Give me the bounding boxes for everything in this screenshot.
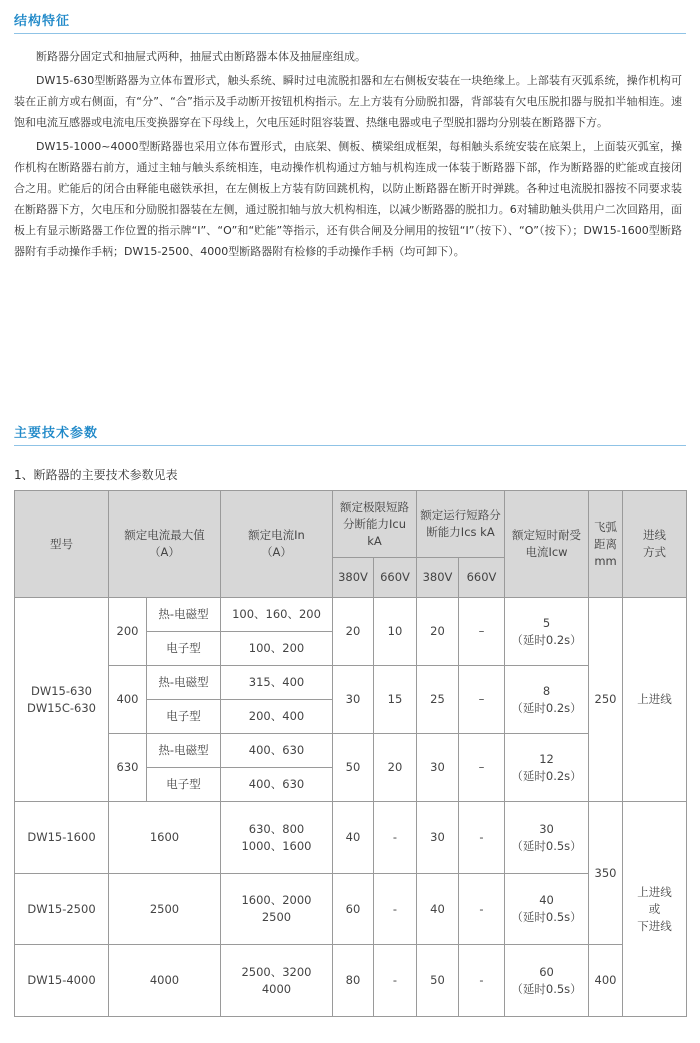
- table-row: [15, 802, 687, 874]
- cell-rated: 100、160、200: [221, 598, 333, 632]
- cell-icw: 5 （延时0.2s）: [505, 598, 589, 666]
- cell-ics660: -: [459, 802, 505, 874]
- cell-icw: 40 （延时0.5s）: [505, 874, 589, 945]
- cell-icu660: 15: [374, 666, 417, 734]
- header-ics: 额定运行短路分断能力Ics kA: [417, 491, 505, 558]
- cell-rated: 1600、2000 2500: [221, 874, 333, 945]
- cell-max: 4000: [109, 945, 221, 1017]
- header-icw: 额定短时耐受电流Icw: [505, 491, 589, 598]
- cell-rated: 200、400: [221, 700, 333, 734]
- cell-rated: 400、630: [221, 734, 333, 768]
- spec-table: [14, 490, 687, 1017]
- structure-description: [14, 46, 682, 262]
- cell-type: 热-电磁型: [147, 666, 221, 700]
- cell-ics660: -: [459, 874, 505, 945]
- paragraph-1: 断路器分固定式和抽屉式两种，抽屉式由断路器本体及抽屉座组成。: [36, 50, 366, 63]
- header-ics-660v: 660V: [459, 558, 505, 598]
- cell-type: 电子型: [147, 632, 221, 666]
- cell-ics660: –: [459, 666, 505, 734]
- cell-rated: 630、800 1000、1600: [221, 802, 333, 874]
- cell-ics660: –: [459, 598, 505, 666]
- table-row: [15, 666, 687, 700]
- cell-ics380: 25: [417, 666, 459, 734]
- cell-model: DW15-4000: [15, 945, 109, 1017]
- cell-arc-large: 350: [589, 802, 623, 945]
- section-divider: [14, 33, 686, 34]
- cell-max: 630: [109, 734, 147, 802]
- table-caption: 1、断路器的主要技术参数见表: [14, 468, 178, 482]
- cell-icu380: 80: [333, 945, 374, 1017]
- section-title-structure: 结构特征: [14, 14, 71, 29]
- header-arc-distance: 飞弧 距离 mm: [589, 491, 623, 598]
- cell-rated: 315、400: [221, 666, 333, 700]
- cell-type: 电子型: [147, 768, 221, 802]
- cell-icu380: 30: [333, 666, 374, 734]
- header-icu: 额定极限短路分断能力Icu kA: [333, 491, 417, 558]
- cell-icu380: 50: [333, 734, 374, 802]
- cell-icu660: -: [374, 802, 417, 874]
- cell-max: 2500: [109, 874, 221, 945]
- cell-wiring-large: 上进线 或 下进线: [623, 802, 687, 1017]
- cell-type: 热-电磁型: [147, 734, 221, 768]
- cell-icu380: 40: [333, 802, 374, 874]
- table-row: [15, 945, 687, 1017]
- paragraph-2: DW15-630型断路器为立体布置形式，触头系统、瞬时过电流脱扣器和左右侧板安装在一块绝缘上。上部装有灭弧系统，操作机构可装在正前方或右侧面，有“分”、“合”指示及手动断开按钮机构指示。左上方装有分励脱扣器，背部装有欠电压脱扣器与脱扣半轴相连。速饱和电流互感器或电流电压变换器穿在下母线上，欠电压延时阻容装置、热继电器或电子型脱扣器均分别装在断路器下方。: [14, 74, 682, 129]
- cell-rated: 100、200: [221, 632, 333, 666]
- cell-icu380: 60: [333, 874, 374, 945]
- header-ics-380v: 380V: [417, 558, 459, 598]
- table-row: [15, 874, 687, 945]
- header-model: 型号: [15, 491, 109, 598]
- cell-ics660: -: [459, 945, 505, 1017]
- cell-max: 1600: [109, 802, 221, 874]
- cell-icu660: 20: [374, 734, 417, 802]
- header-icu-380v: 380V: [333, 558, 374, 598]
- table-row: [15, 598, 687, 632]
- cell-icw: 12 （延时0.2s）: [505, 734, 589, 802]
- cell-arc-4000: 400: [589, 945, 623, 1017]
- cell-wiring-630: 上进线: [623, 598, 687, 802]
- cell-type: 电子型: [147, 700, 221, 734]
- cell-icw: 8 （延时0.2s）: [505, 666, 589, 734]
- cell-ics380: 30: [417, 802, 459, 874]
- cell-max: 200: [109, 598, 147, 666]
- cell-model: DW15-2500: [15, 874, 109, 945]
- cell-icu660: 10: [374, 598, 417, 666]
- header-wiring: 进线 方式: [623, 491, 687, 598]
- cell-ics380: 40: [417, 874, 459, 945]
- header-max-current: 额定电流最大值 （A）: [109, 491, 221, 598]
- cell-rated: 400、630: [221, 768, 333, 802]
- cell-arc-630: 250: [589, 598, 623, 802]
- section-title-specs: 主要技术参数: [14, 426, 99, 441]
- cell-icu660: -: [374, 874, 417, 945]
- cell-icu660: -: [374, 945, 417, 1017]
- cell-model-630: DW15-630 DW15C-630: [15, 598, 109, 802]
- cell-rated: 2500、3200 4000: [221, 945, 333, 1017]
- table-row: [15, 734, 687, 768]
- cell-max: 400: [109, 666, 147, 734]
- cell-model: DW15-1600: [15, 802, 109, 874]
- cell-type: 热-电磁型: [147, 598, 221, 632]
- cell-ics660: –: [459, 734, 505, 802]
- header-icu-660v: 660V: [374, 558, 417, 598]
- cell-ics380: 20: [417, 598, 459, 666]
- cell-icw: 60 （延时0.5s）: [505, 945, 589, 1017]
- header-rated-current: 额定电流In （A）: [221, 491, 333, 598]
- cell-icu380: 20: [333, 598, 374, 666]
- cell-ics380: 30: [417, 734, 459, 802]
- paragraph-3: DW15-1000~4000型断路器也采用立体布置形式，由底架、侧板、横梁组成框架，每相触头系统安装在底架上，上面装灭弧室，操作机构在断路器右前方，通过主轴与触头系统相连，电动操作机构通过方轴与机构连成一体装于断路器下部，作为断路器的贮能或直接闭合之用。贮能后的闭合由释能电磁铁承担，在左侧板上方装有防回跳机构，以防止断路器在断开时弹跳。各种过电流脱扣器按不同要求装在断路器下方，欠电压和分励脱扣器装在左侧，通过脱扣轴与放大机构相连，以减少断路器的脱扣力。6对辅助触头供用户二次回路用，面板上有显示断路器工作位置的指示牌“I”、“O”和“贮能”等指示，还有供合闸及分闸用的按钮“I”（按下）、“O”（按下）；DW15-1600型断路器附有手动操作手柄；DW15-2500、4000型断路器附有检修的手动操作手柄（均可卸下）。: [14, 140, 682, 258]
- cell-icw: 30 （延时0.5s）: [505, 802, 589, 874]
- cell-ics380: 50: [417, 945, 459, 1017]
- section-divider: [14, 445, 686, 446]
